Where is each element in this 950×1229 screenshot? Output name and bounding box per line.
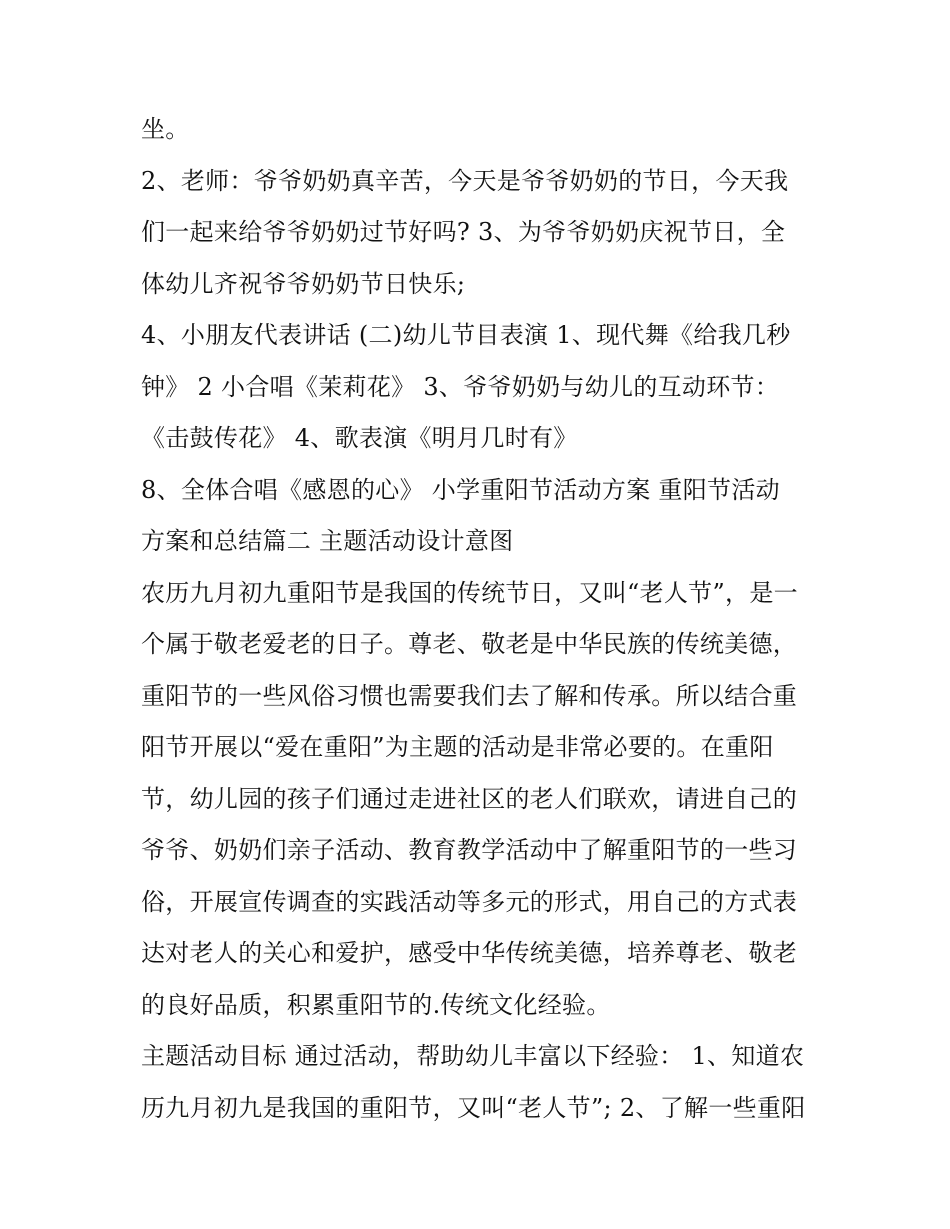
text-line: 节，幼儿园的孩子们通过走进社区的老人们联欢，请进自己的 bbox=[141, 784, 798, 813]
text-line: 2、老师：爷爷奶奶真辛苦，今天是爷爷奶奶的节日，今天我 bbox=[141, 166, 789, 195]
text-line: 方案和总结篇二 主题活动设计意图 bbox=[141, 527, 514, 555]
text-line: 4、小朋友代表讲话 (二)幼儿节目表演 1、现代舞《给我几秒 bbox=[141, 321, 791, 349]
document-body bbox=[141, 104, 821, 1134]
text-line: 阳节开展以“爱在重阳”为主题的活动是非常必要的。在重阳 bbox=[141, 733, 774, 761]
text-line: 《击鼓传花》 4、歌表演《明月几时有》 bbox=[141, 424, 578, 452]
text-line: 爷爷、奶奶们亲子活动、教育教学活动中了解重阳节的一些习 bbox=[141, 836, 798, 864]
text-line: 钟》 2 小合唱《茉莉花》 3、爷爷奶奶与幼儿的互动环节： bbox=[141, 372, 780, 401]
text-line: 8、全体合唱《感恩的心》 小学重阳节活动方案 重阳节活动 bbox=[141, 475, 780, 504]
text-line: 历九月初九是我国的重阳节，又叫“老人节”; 2、了解一些重阳 bbox=[141, 1093, 806, 1122]
text-line: 的良好品质，积累重阳节的.传统文化经验。 bbox=[141, 990, 611, 1019]
text-line: 重阳节的一些风俗习惯也需要我们去了解和传承。所以结合重 bbox=[141, 681, 798, 710]
text-line: 农历九月初九重阳节是我国的传统节日，又叫“老人节”，是一 bbox=[141, 578, 798, 607]
text-line: 个属于敬老爱老的日子。尊老、敬老是中华民族的传统美德， bbox=[141, 630, 798, 658]
text-line: 主题活动目标 通过活动，帮助幼儿丰富以下经验： 1、知道农 bbox=[141, 1042, 805, 1070]
text-line: 体幼儿齐祝爷爷奶奶节日快乐; bbox=[141, 269, 466, 298]
text-line: 坐。 bbox=[141, 115, 190, 143]
text-line: 们一起来给爷爷奶奶过节好吗? 3、为爷爷奶奶庆祝节日，全 bbox=[141, 218, 786, 246]
text-line: 达对老人的关心和爱护，感受中华传统美德，培养尊老、敬老 bbox=[141, 939, 798, 967]
text-line: 俗，开展宣传调查的实践活动等多元的形式，用自己的方式表 bbox=[141, 887, 798, 916]
